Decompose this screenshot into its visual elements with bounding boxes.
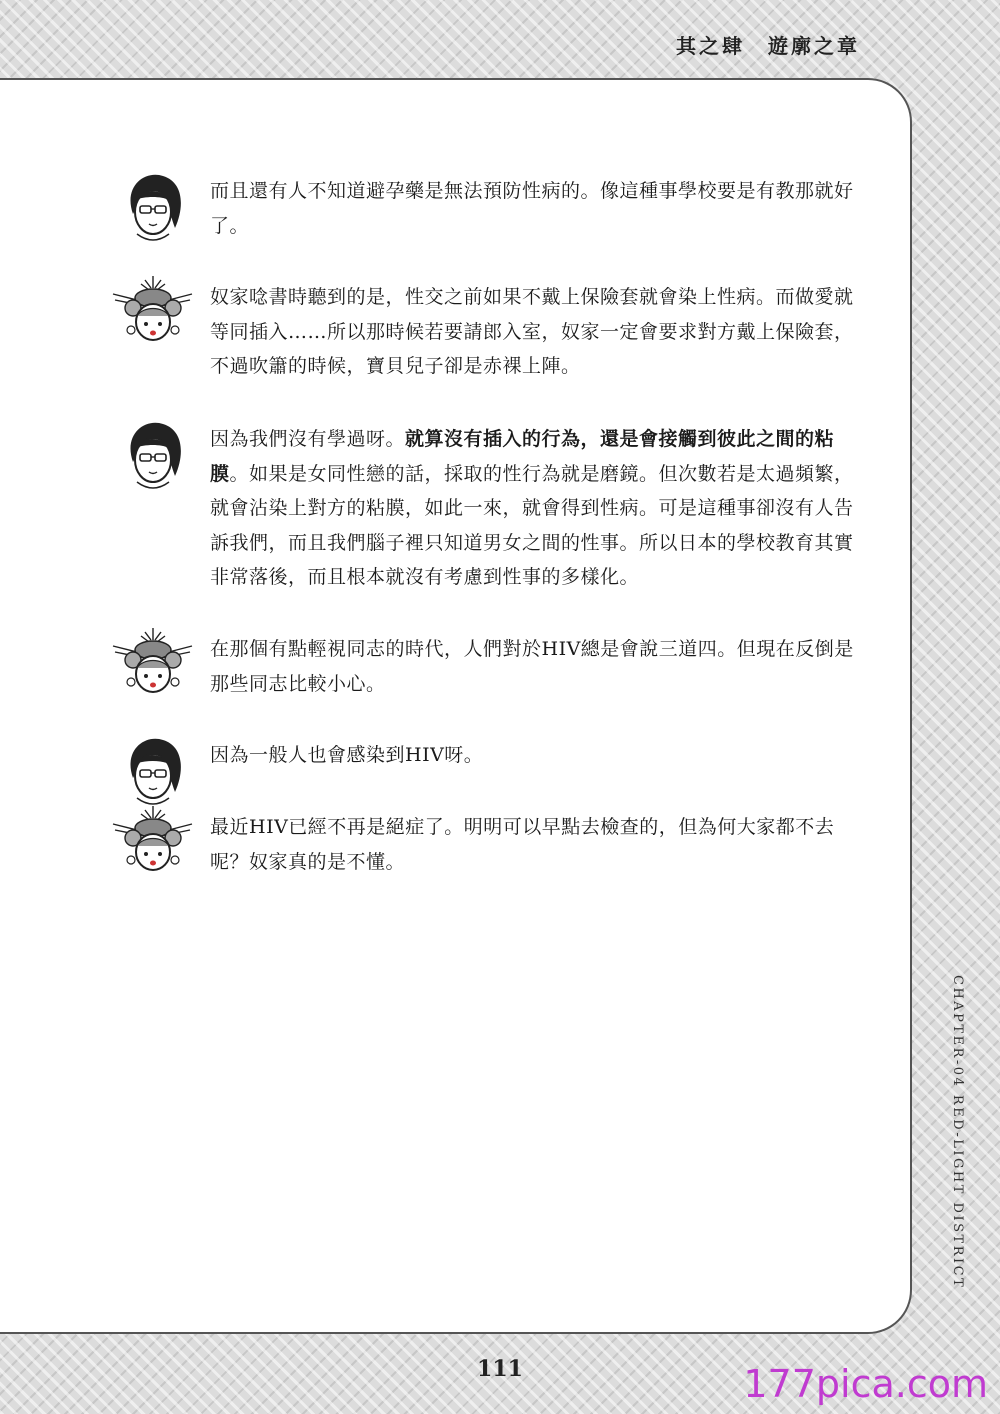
oiran-avatar-icon bbox=[105, 272, 200, 352]
dialogue-text: 在那個有點輕視同志的時代，人們對於HIV總是會說三道四。但現在反倒是那些同志比較小心。 bbox=[210, 638, 854, 695]
glasses-woman-avatar-icon bbox=[105, 166, 200, 246]
dialogue-entry bbox=[105, 280, 865, 390]
page-number: 111 bbox=[477, 1356, 523, 1382]
dialogue-text: 奴家唸書時聽到的是，性交之前如果不戴上保險套就會染上性病。而做愛就等同插入……所以那時候若要請郎入室，奴家一定會要求對方戴上保險套，不過吹簫的時候，寶貝兒子卻是赤裸上陣。 bbox=[210, 286, 854, 377]
oiran-avatar-icon bbox=[105, 624, 200, 704]
dialogue-entry bbox=[105, 810, 865, 885]
watermark: 177pica.com bbox=[743, 1362, 988, 1406]
oiran-avatar-icon bbox=[105, 802, 200, 882]
dialogue-entry bbox=[105, 174, 865, 254]
dialogue-entry bbox=[105, 632, 865, 707]
dialogue-text: 最近HIV已經不再是絕症了。明明可以早點去檢查的，但為何大家都不去呢？奴家真的是不懂。 bbox=[210, 816, 835, 873]
dialogue-text: 而且還有人不知道避孕藥是無法預防性病的。像這種事學校要是有教那就好了。 bbox=[210, 180, 854, 237]
dialogue-entry bbox=[105, 422, 865, 602]
emphasis-text: 就算沒有插入的行為，還是會接觸到彼此之間的粘膜 bbox=[210, 428, 835, 485]
chapter-side-label: CHAPTER-04 RED-LIGHT DISTRICT bbox=[950, 975, 965, 1290]
dialogue-text: 因為一般人也會感染到HIV呀。 bbox=[210, 744, 484, 766]
dialogue-entry bbox=[105, 738, 865, 798]
glasses-woman-avatar-icon bbox=[105, 414, 200, 494]
chapter-title: 其之肆 遊廓之章 bbox=[676, 34, 860, 58]
dialogue-text: 因為我們沒有學過呀。就算沒有插入的行為，還是會接觸到彼此之間的粘膜。如果是女同性戀的話，採取的性行為就是磨鏡。但次數若是太過頻繁，就會沾染上對方的粘膜，如此一來，就會得到性病。可是這種事卻沒有人告訴我們，而且我們腦子裡只知道男女之間的性事。所以日本的學校教育其實非常落後，而且根本就沒有考慮到性事的多樣化。 bbox=[210, 428, 854, 588]
glasses-woman-avatar-icon bbox=[105, 730, 200, 810]
content-panel bbox=[0, 78, 912, 1334]
